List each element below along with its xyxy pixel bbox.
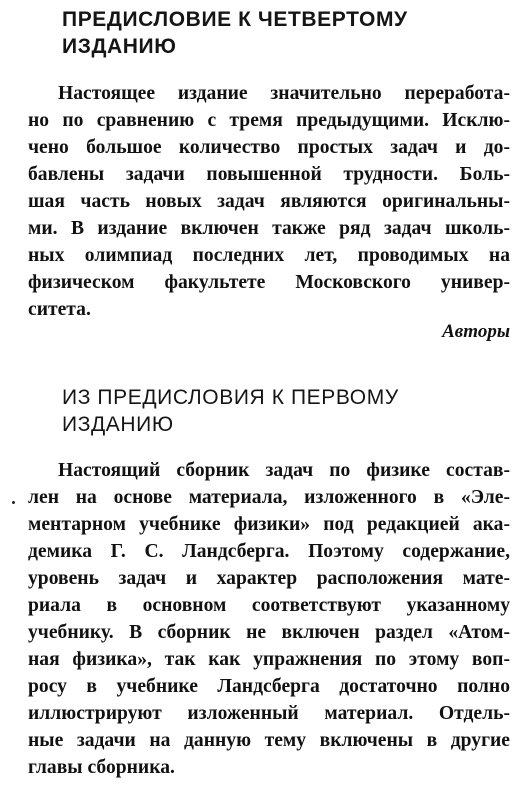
section-1-title <box>62 6 408 60</box>
text-line: росу в учебнике Ландсберга достаточно полно <box>28 676 510 697</box>
text-line: риала в основном соответствуют указанному <box>28 595 510 616</box>
text-line: шая часть новых задач являются оригинальны- <box>28 191 510 212</box>
section-2-title <box>62 384 399 438</box>
print-speck <box>12 501 15 504</box>
text-line: ных олимпиад последних лет, проводимых на <box>28 245 510 266</box>
text-line: лен на основе материала, изложенного в «Эле- <box>28 487 510 508</box>
text-line: учебнику. В сборник не включен раздел «Атом- <box>28 622 510 643</box>
text-line: ные задачи на данную тему включены в другие <box>28 730 510 751</box>
section-2-paragraph <box>28 457 510 781</box>
text-line: ми. В издание включен также ряд задач школь- <box>28 218 510 239</box>
text-line: ная физика», так как упражнения по этому воп- <box>28 649 510 670</box>
text-line: но по сравнению с тремя предыдущими. Исклю- <box>28 110 510 131</box>
text-line: чено большое количество простых задач и до- <box>28 137 510 158</box>
text-line: демика Г. С. Ландсберга. Поэтому содержание, <box>28 541 510 562</box>
signature-authors: Авторы <box>442 321 510 342</box>
section-1-title-line: ИЗДАНИЮ <box>62 35 177 58</box>
text-line: иллюстрируют изложенный материал. Отдель- <box>28 703 510 724</box>
text-line: Настоящее издание значительно переработа- <box>58 83 510 104</box>
section-2-title-line: ИЗДАНИЮ <box>62 413 174 436</box>
text-line: уровень задач и характер расположения мате- <box>28 568 510 589</box>
text-line: ситета. <box>28 299 91 320</box>
section-1-title-line: ПРЕДИСЛОВИЕ К ЧЕТВЕРТОМУ <box>62 8 408 31</box>
text-line: главы сборника. <box>28 757 175 778</box>
section-2-title-line: ИЗ ПРЕДИСЛОВИЯ К ПЕРВОМУ <box>62 386 399 409</box>
text-line: Настоящий сборник задач по физике состав- <box>58 460 510 481</box>
section-1-paragraph <box>28 80 510 323</box>
text-line: ментарном учебнике физики» под редакцией ака- <box>28 514 510 535</box>
text-line: физическом факультете Московского универ- <box>28 272 510 293</box>
text-line: бавлены задачи повышенной трудности. Боль- <box>28 164 510 185</box>
